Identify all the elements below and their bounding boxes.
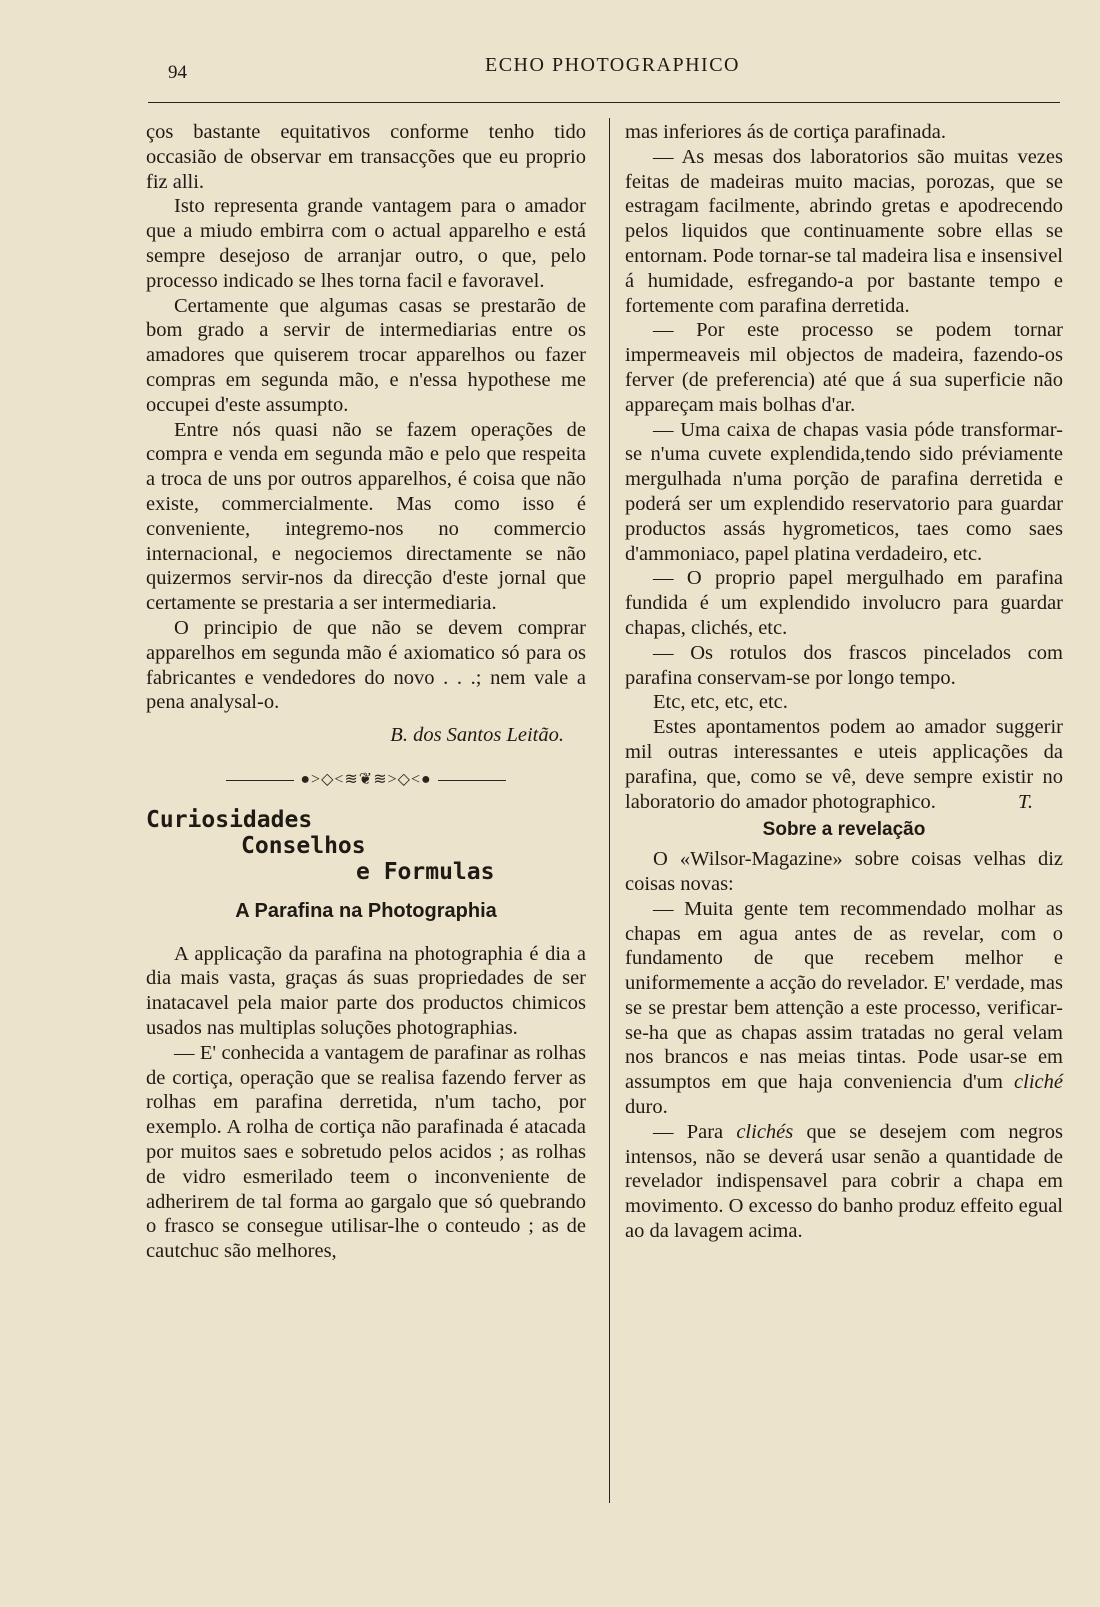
author-initial: T. (1017, 790, 1033, 813)
page-number: 94 (168, 62, 187, 83)
paragraph: Etc, etc, etc, etc. (653, 691, 788, 714)
article-title: A Parafina na Photographia (235, 899, 497, 922)
italic-term: cliché (1014, 1071, 1063, 1094)
section-title-line: Conselhos (241, 832, 366, 859)
paragraph: ços bastante equitativos conforme tenho tido occasião de observar em transacções que eu proprio fiz alli. (146, 121, 586, 193)
ornament-line-right (438, 780, 506, 781)
right-column (625, 120, 1063, 1244)
paragraph: Isto representa grande vantagem para o amador que a miudo embirra com o actual apparelho e está sempre desejoso de arranjar outro, o que, pelo processo indicado se lhes torna facil e favoravel. (146, 195, 586, 292)
paragraph: mas inferiores ás de cortiça parafinada. (625, 121, 947, 143)
paragraph: — E' conhecida a vantagem de parafinar as rolhas de cortiça, operação que se realisa fazendo ferver as rolhas em parafina derretida, n'um tacho, por exemplo. A rolha de cortiça não parafinada é atacada por muitos saes e sobretudo pelos acidos ; as rolhas de vidro esmerilado teem o inconveniente de adherirem de tal forma ao gargalo que só quebrando o frasco se consegue utilisar-lhe o conteudo ; as de cautchuc são melhores, (146, 1041, 586, 1263)
paragraph (625, 715, 1063, 814)
flourish-icon: ●>◇<≋❦≋>◇<● (300, 770, 432, 788)
left-column (146, 120, 586, 1264)
author-signature: B. dos Santos Leitão. (390, 724, 564, 747)
paragraph: — Uma caixa de chapas vasia póde transformar-se n'uma cuvete explendida,tendo sido préviamente mergulhada n'uma porção de parafina derretida e poderá ser um explendido reservatorio para guardar productos assás hygrometicos, taes como saes d'ammoniaco, papel platina verdadeiro, etc. (625, 418, 1063, 565)
article-title: Sobre a revelação (762, 819, 926, 841)
ornament-divider (146, 768, 586, 793)
italic-term: clichés (736, 1120, 794, 1143)
paragraph: — Os rotulos dos frascos pincelados com parafina conservam-se por longo tempo. (625, 641, 1063, 689)
section-title-line: e Formulas (356, 858, 495, 885)
column-divider (609, 118, 610, 1503)
paragraph: Certamente que algumas casas se prestarão de bom grado a servir de intermediarias entre os amadores que quiserem trocar apparelhos ou fazer compras em segunda mão, e n'essa hypothese me occupei d'este assumpto. (146, 294, 586, 416)
ornament-line-left (226, 780, 294, 781)
paragraph: — Por este processo se podem tornar impermeaveis mil objectos de madeira, fazendo-os ferver (de preferencia) até que á sua superficie não appareçam mais bolhas d'ar. (625, 319, 1063, 416)
paragraph-text: — Muita gente tem recommendado molhar as chapas em agua antes de as revelar, com o fundamento de que recebem melhor e uniformemente a acção do revelador. E' verdade, mas se se prestar bem attenção a este processo, verificar-se-ha que as chapas assim tratadas no geral velam nos brancos e nas meias tintas. Pode usar-se em assumptos em que haja conveniencia d'um (625, 897, 1063, 1094)
paragraph-text: duro. (625, 1096, 668, 1119)
paragraph: O «Wilsor-Magazine» sobre coisas velhas diz coisas novas: (625, 848, 1063, 895)
paragraph-text: — Para (653, 1120, 724, 1143)
page-header (0, 52, 1100, 92)
section-title-line: Curiosidades (146, 806, 313, 833)
section-title (146, 807, 586, 885)
paragraph: O principio de que não se devem comprar apparelhos em segunda mão é axiomatico só para os fabricantes e vendedores do novo . . .; nem vale a pena analysal-o. (146, 616, 586, 714)
paragraph: — O proprio papel mergulhado em parafina fundida é um explendido involucro para guardar chapas, clichés, etc. (625, 567, 1063, 639)
header-rule (148, 102, 1060, 103)
paragraph (625, 1120, 1063, 1244)
paragraph (625, 897, 1063, 1120)
paragraph-text: que se desejem com negros intensos, não se deverá usar senão a quantidade de revelador indispensavel para cobrir a chapa em movimento. O excesso do banho produz effeito egual ao da lavagem acima. (625, 1120, 1064, 1243)
paragraph: — As mesas dos laboratorios são muitas vezes feitas de madeiras muito macias, porozas, que se estragam facilmente, abrindo gretas e apodrecendo pelos liquidos que continuamente sobre ellas se entornam. Pode tornar-se tal madeira lisa e insensivel á humidade, esfregando-a por bastante tempo e fortemente com parafina derretida. (625, 145, 1063, 317)
paragraph-text: Estes apontamentos podem ao amador suggerir mil outras interessantes e uteis applicações da parafina, que, como se vê, deve sempre existir no laboratorio do amador photographico. (625, 716, 1063, 813)
running-title: ECHO PHOTOGRAPHICO (485, 54, 740, 76)
paragraph: A applicação da parafina na photographia é dia a dia mais vasta, graças ás suas propriedades de ser inatacavel pela maior parte dos productos chimicos usados nas multiplas soluções photographias. (146, 942, 586, 1039)
paragraph: Entre nós quasi não se fazem operações de compra e venda em segunda mão e pelo que respeita a troca de uns por outros apparelhos, é coisa que não existe, commercialmente. Mas como isso é conveniente, integremo-nos no commercio internacional, e negociemos directamente se não quizermos servir-nos da direcção d'este jornal que certamente se prestaria a ser intermediaria. (146, 418, 586, 615)
